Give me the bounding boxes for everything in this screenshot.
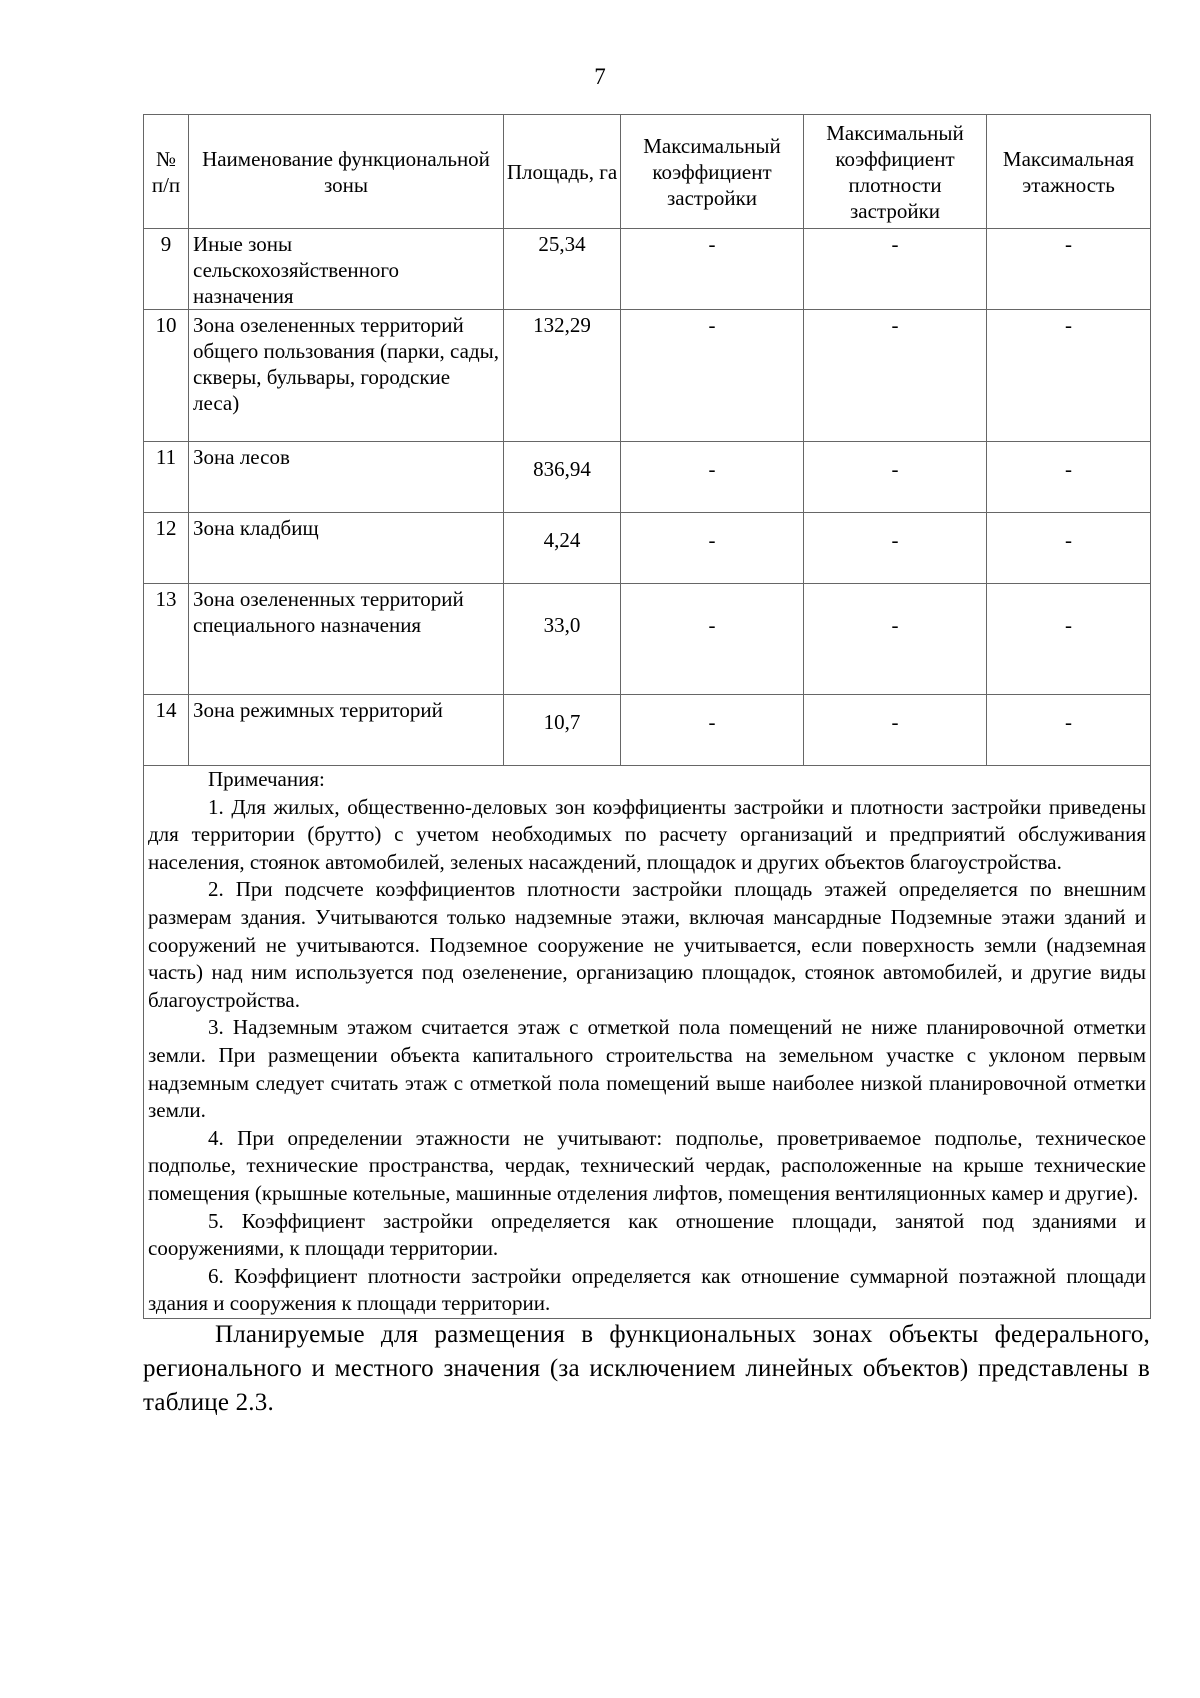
row-num: 14 bbox=[144, 695, 189, 766]
header-num: № п/п bbox=[144, 115, 189, 229]
row-max-density-coef: - bbox=[804, 695, 987, 766]
row-zone-name: Зона режимных территорий bbox=[189, 695, 504, 766]
row-max-density-coef: - bbox=[804, 310, 987, 442]
note-item: 3. Надземным этажом считается этаж с отметкой пола помещений не ниже планировочной отметки земли. При размещении объекта капитального строительства на земельном участке с уклоном первым надземным следует считать этаж с отметкой пола помещений выше наиболее низкой планировочной отметки земли. bbox=[148, 1015, 1146, 1123]
row-max-floors: - bbox=[987, 695, 1151, 766]
row-max-floors: - bbox=[987, 310, 1151, 442]
row-zone-name: Зона озелененных территорий общего пользования (парки, сады, скверы, бульвары, городские леса) bbox=[189, 310, 504, 442]
row-num: 9 bbox=[144, 229, 189, 310]
row-zone-name: Иные зоны сельскохозяйственного назначения bbox=[189, 229, 504, 310]
note-item: 2. При подсчете коэффициентов плотности застройки площадь этажей определяется по внешним размерам здания. Учитываются только надземные этажи, включая мансардные Подземные этажи зданий и сооружений не учитываются. Подземное сооружение не учитывается, если поверхность земли (надземная часть) над ним используется под озеленение, организацию площадок, стоянок автомобилей, и другие виды благоустройства. bbox=[148, 877, 1146, 1012]
note-item: 4. При определении этажности не учитывают: подполье, проветриваемое подполье, техническое подполье, технические пространства, чердак, технический чердак, расположенные на крыше технические помещения (крышные котельные, машинные отделения лифтов, помещения вентиляционных камер и другие). bbox=[148, 1125, 1146, 1205]
row-max-build-coef: - bbox=[621, 442, 804, 513]
header-zone-name: Наименование функциональной зоны bbox=[189, 115, 504, 229]
header-max-floors: Максимальная этажность bbox=[987, 115, 1151, 229]
page-number: 7 bbox=[594, 64, 606, 89]
note-item: 5. Коэффициент застройки определяется как отношение площади, занятой под зданиями и сооружениями, к площади территории. bbox=[148, 1208, 1146, 1261]
row-area: 836,94 bbox=[504, 442, 621, 513]
notes-row bbox=[144, 766, 1151, 1319]
row-max-floors: - bbox=[987, 513, 1151, 584]
header-max-build-coef: Максимальный коэффициент застройки bbox=[621, 115, 804, 229]
note-item: 6. Коэффициент плотности застройки определяется как отношение суммарной поэтажной площади здания и сооружения к площади территории. bbox=[148, 1263, 1146, 1316]
row-num: 10 bbox=[144, 310, 189, 442]
header-max-density-coef: Максимальный коэффициент плотности застройки bbox=[804, 115, 987, 229]
table-notes bbox=[144, 766, 1151, 1319]
row-area: 132,29 bbox=[504, 310, 621, 442]
row-area: 33,0 bbox=[504, 584, 621, 695]
table-row bbox=[144, 229, 1151, 310]
row-max-floors: - bbox=[987, 229, 1151, 310]
row-zone-name: Зона озелененных территорий специального назначения bbox=[189, 584, 504, 695]
row-max-build-coef: - bbox=[621, 513, 804, 584]
row-max-density-coef: - bbox=[804, 513, 987, 584]
table-header-row bbox=[144, 115, 1151, 229]
row-zone-name: Зона лесов bbox=[189, 442, 504, 513]
closing-paragraph: Планируемые для размещения в функциональных зонах объекты федерального, регионального и местного значения (за исключением линейных объектов) представлены в таблице 2.3. bbox=[143, 1321, 1150, 1416]
row-num: 11 bbox=[144, 442, 189, 513]
table-row bbox=[144, 310, 1151, 442]
functional-zones-table bbox=[143, 114, 1151, 1319]
table-row bbox=[144, 695, 1151, 766]
note-item: 1. Для жилых, общественно-деловых зон коэффициенты застройки и плотности застройки приведены для территории (брутто) с учетом необходимых по расчету организаций и предприятий обслуживания населения, стоянок автомобилей, зеленых насаждений, площадок и других объектов благоустройства. bbox=[148, 794, 1146, 874]
row-zone-name: Зона кладбищ bbox=[189, 513, 504, 584]
row-max-density-coef: - bbox=[804, 442, 987, 513]
row-num: 13 bbox=[144, 584, 189, 695]
table-row bbox=[144, 584, 1151, 695]
notes-title: Примечания: bbox=[208, 767, 325, 791]
row-area: 10,7 bbox=[504, 695, 621, 766]
table-row bbox=[144, 442, 1151, 513]
row-max-density-coef: - bbox=[804, 584, 987, 695]
row-max-floors: - bbox=[987, 584, 1151, 695]
row-max-floors: - bbox=[987, 442, 1151, 513]
row-area: 25,34 bbox=[504, 229, 621, 310]
row-num: 12 bbox=[144, 513, 189, 584]
row-area: 4,24 bbox=[504, 513, 621, 584]
row-max-build-coef: - bbox=[621, 229, 804, 310]
row-max-build-coef: - bbox=[621, 310, 804, 442]
header-area: Площадь, га bbox=[504, 115, 621, 229]
row-max-build-coef: - bbox=[621, 695, 804, 766]
row-max-build-coef: - bbox=[621, 584, 804, 695]
row-max-density-coef: - bbox=[804, 229, 987, 310]
table-row bbox=[144, 513, 1151, 584]
